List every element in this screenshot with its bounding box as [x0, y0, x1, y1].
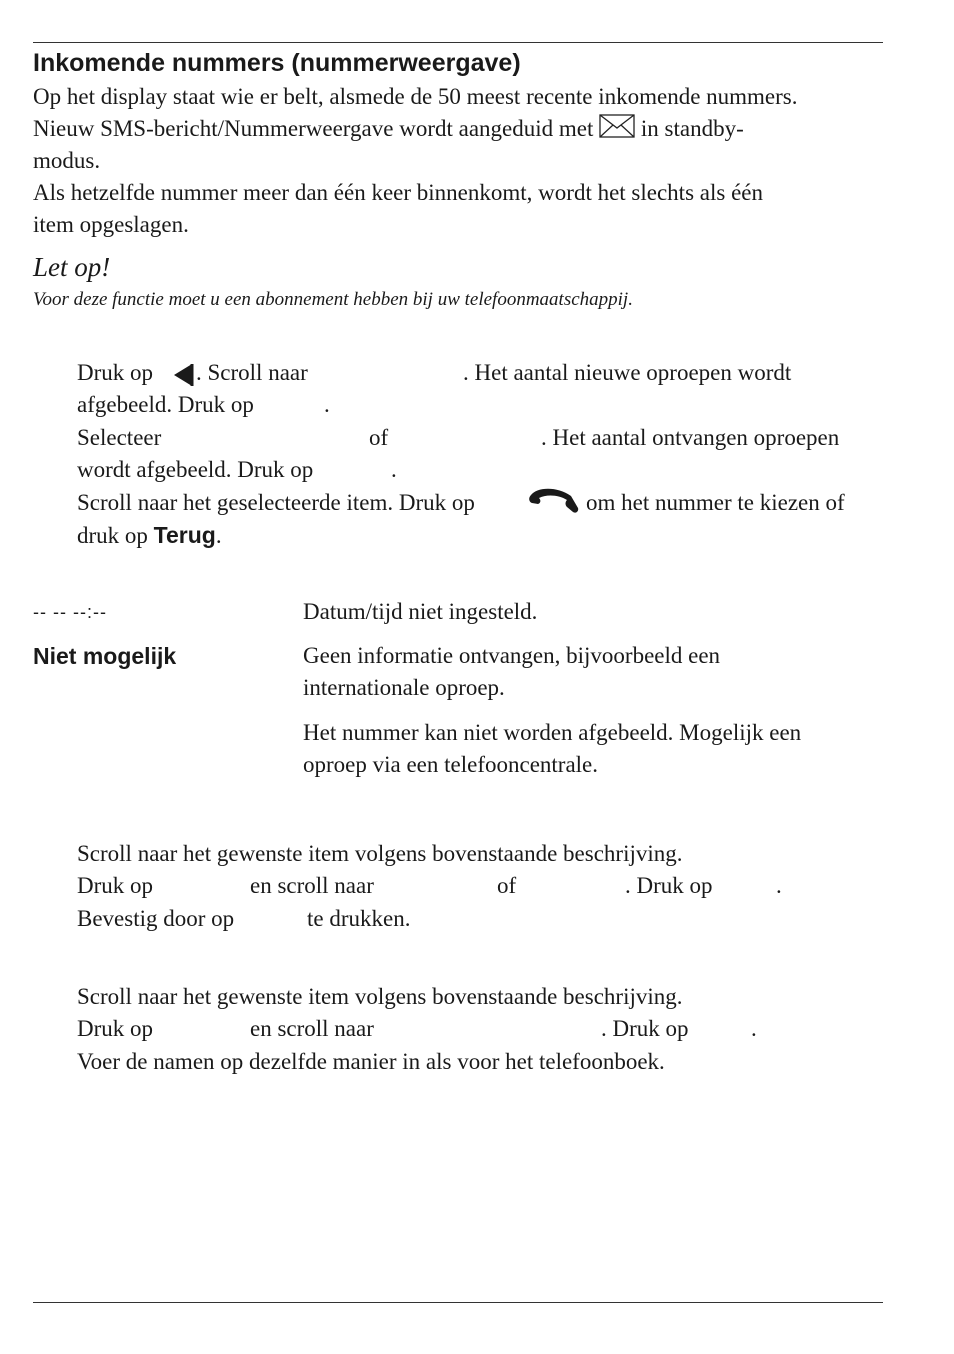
step-2-b: of [369, 425, 389, 450]
delete-line-3-b: te drukken. [307, 906, 411, 931]
delete-line-3-a: Bevestig door op [77, 906, 235, 931]
step-1-c: . Het aantal nieuwe oproepen wordt [463, 360, 792, 385]
step-3-c-text: druk op [77, 523, 148, 548]
delete-line-2-a: Druk op [77, 873, 154, 898]
intro-line-2 [33, 113, 744, 147]
delete-line-2-b: en scroll naar [250, 873, 374, 898]
intro-line-2-tail: in standby- [640, 116, 744, 141]
save-line-2-a: Druk op [77, 1016, 154, 1041]
delete-line-2-e: . [776, 873, 782, 898]
hidden-number-desc-1: Het nummer kan niet worden afgebeeld. Mogelijk een [303, 720, 802, 745]
step-2-a: Selecteer [77, 425, 162, 450]
date-unset-display: -- -- --:-- [33, 602, 107, 622]
step-2-e: . [391, 457, 397, 482]
intro-line-3: modus. [33, 148, 101, 173]
intro-line-1: Op het display staat wie er belt, alsmede de 50 meest recente inkomende nummers. [33, 84, 798, 109]
step-1-e: . [324, 392, 330, 417]
not-possible-label: Niet mogelijk [33, 643, 177, 669]
delete-line-2-c: of [497, 873, 517, 898]
save-line-1: Scroll naar het gewenste item volgens bovenstaande beschrijving. [77, 984, 683, 1009]
left-arrow-icon [172, 357, 194, 389]
not-possible-desc-2: internationale oproep. [303, 675, 505, 700]
bottom-rule [33, 1302, 883, 1303]
top-rule [33, 42, 883, 43]
date-unset-desc: Datum/tijd niet ingesteld. [303, 599, 538, 624]
save-line-2-b: en scroll naar [250, 1016, 374, 1041]
delete-line-1: Scroll naar het gewenste item volgens bovenstaande beschrijving. [77, 841, 683, 866]
step-2-d: wordt afgebeeld. Druk op [77, 457, 314, 482]
save-line-2-c: . Druk op [601, 1016, 689, 1041]
section-title: Inkomende nummers (nummerweergave) [33, 49, 521, 77]
terug-key-label: Terug [153, 522, 216, 548]
not-possible-desc-1: Geen informatie ontvangen, bijvoorbeeld een [303, 643, 721, 668]
step-2-c: . Het aantal ontvangen oproepen [541, 425, 840, 450]
step-1-b: . Scroll naar [196, 360, 308, 385]
delete-line-2-d: . Druk op [625, 873, 713, 898]
hidden-number-desc-2: oproep via een telefooncentrale. [303, 752, 599, 777]
intro-line-2-text: Nieuw SMS-bericht/Nummerweergave wordt aangeduid met [33, 116, 594, 141]
step-1-d: afgebeeld. Druk op [77, 392, 254, 417]
note-title: Let op! [33, 252, 111, 282]
envelope-icon [599, 114, 635, 147]
intro-line-4: Als hetzelfde nummer meer dan één keer binnenkomt, wordt het slechts als één [33, 180, 763, 205]
save-line-2-d: . [751, 1016, 757, 1041]
save-line-3: Voer de namen op dezelfde manier in als voor het telefoonboek. [77, 1049, 665, 1074]
intro-line-5: item opgeslagen. [33, 212, 189, 237]
phone-handset-icon [527, 484, 581, 518]
step-1-a: Druk op [77, 360, 154, 385]
step-3-b: om het nummer te kiezen of [586, 490, 845, 515]
step-3-end: . [215, 523, 222, 548]
step-3-a: Scroll naar het geselecteerde item. Druk op [77, 490, 475, 515]
step-3-c [77, 519, 222, 552]
note-body: Voor deze functie moet u een abonnement hebben bij uw telefoonmaatschappij. [33, 289, 633, 310]
